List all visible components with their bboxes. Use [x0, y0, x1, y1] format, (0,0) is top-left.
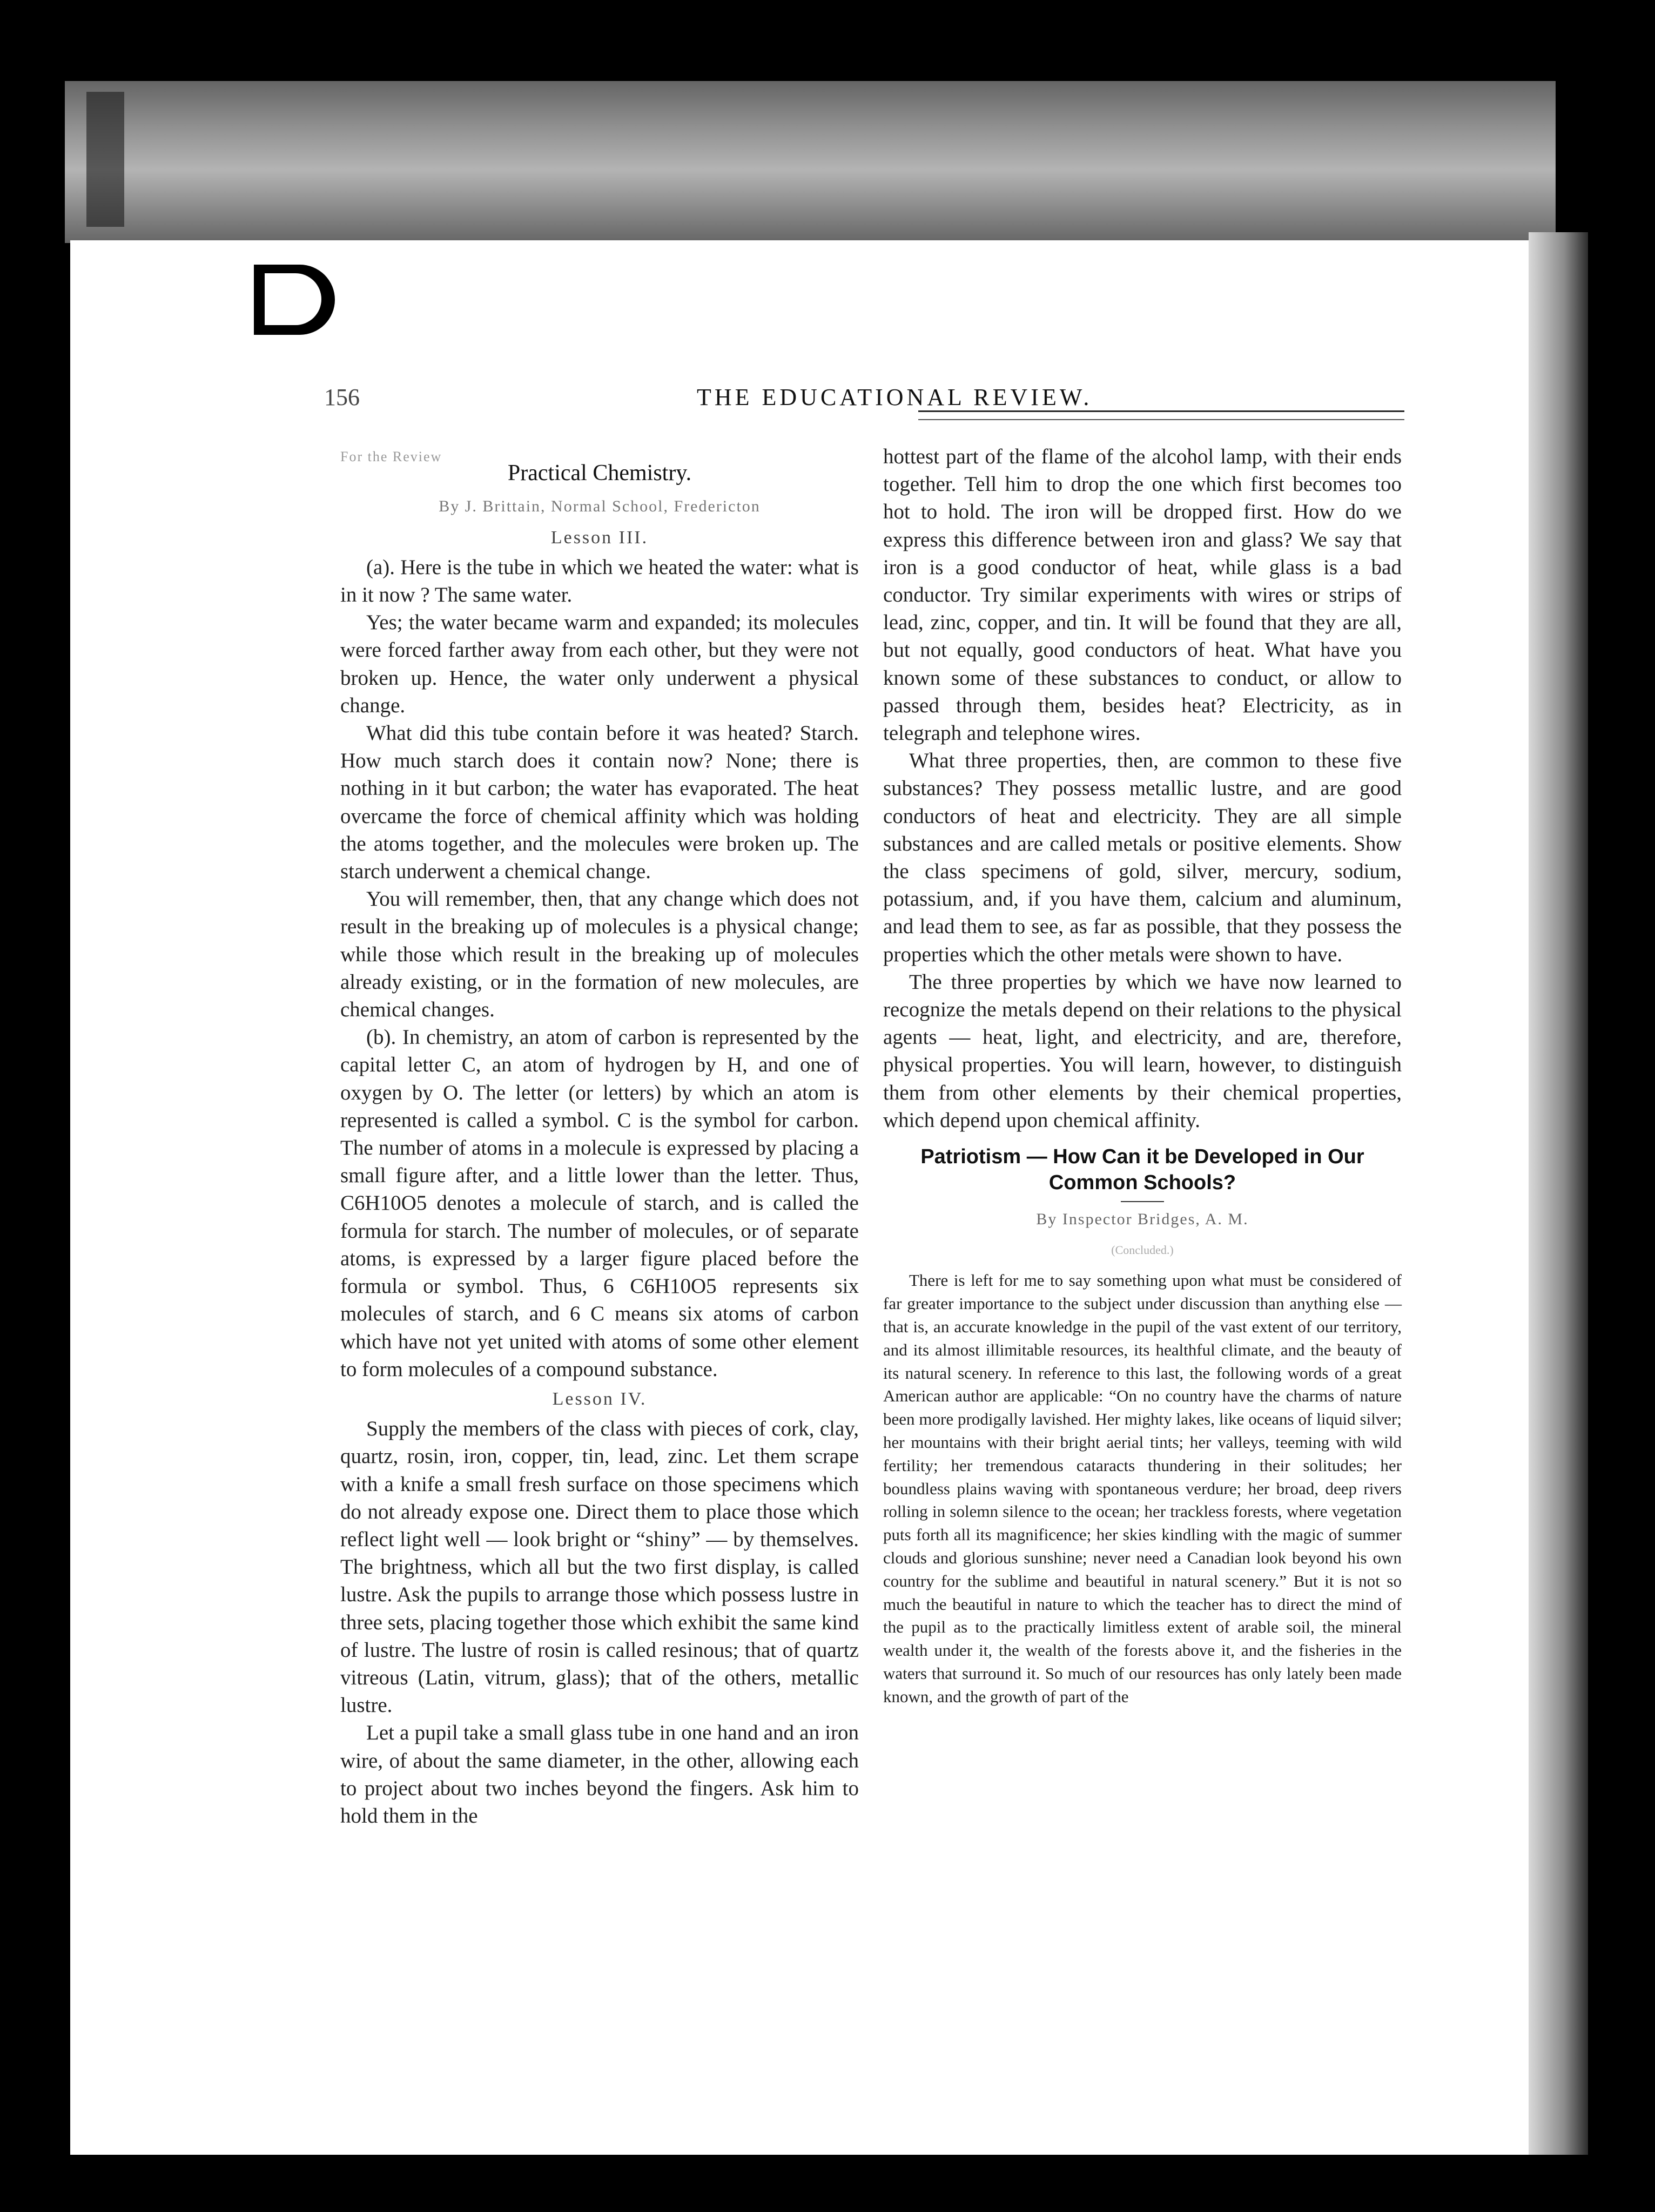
article-title: Practical Chemistry.	[507, 461, 692, 486]
header-rule	[918, 410, 1404, 412]
scan-background-top	[65, 81, 1556, 243]
page-edge-shadow	[1529, 232, 1588, 2155]
paragraph: (a). Here is the tube in which we heated the water: what is in it now ? The same water.	[340, 555, 859, 607]
binding-hole	[254, 265, 335, 335]
paragraph: The three properties by which we have now learned to recognize the metals depend on their relations to the physical agents — heat, light, and electricity, and are, therefore, physical properties. You will learn, however, to distinguish them from other elements by their chemical properties, which depend upon chemical affinity.	[883, 970, 1402, 1132]
paragraph: hottest part of the flame of the alcohol lamp, with their ends together. Tell him to drop the one which first becomes too hot to hold. The iron will be dropped first. How do we express this difference between iron and glass? We say that iron is a good conductor of heat, while glass is a bad conductor. Try similar experiments with wires or strips of lead, zinc, copper, and tin. It will be found that they are all, but not equally, good conductors of heat. What have you known some of these substances to conduct, or allow to passed through them, besides heat? Electricity, as in telegraph and telephone wires.	[883, 445, 1402, 745]
article-byline: By J. Brittain, Normal School, Fredericton	[439, 497, 761, 516]
scan-artifact	[86, 92, 124, 227]
paragraph: (b). In chemistry, an atom of carbon is represented by the capital letter C, an atom of hydrogen by H, and one of oxygen by O. The letter (or letters) by which an atom is represented is called a symbol. C is the symbol for carbon. The number of atoms in a molecule is expressed by placing a small figure after, and a little lower than the letter. Thus, C6H10O5 denotes a molecule of starch, and is called the formula for starch. The number of molecules, or of separate atoms, is expressed by a larger figure placed before the formula or symbol. Thus, 6 C6H10O5 represents six molecules of starch, and 6 C means six atoms of carbon which have not yet united with atoms of some other element to form molecules of a compound substance.	[340, 1026, 859, 1381]
paragraph: What three properties, then, are common to these five substances? They possess metallic lustre, and are good conductors of heat and electricity. They are all simple substances and are called metals or positive elements. Show the class specimens of gold, silver, mercury, sodium, potassium, and, if you have them, calcium and aluminum, and lead them to see, as far as possible, that they possess the properties which the other metals were shown to have.	[883, 749, 1402, 966]
lesson-heading: Lesson IV.	[552, 1388, 647, 1409]
lesson-heading: Lesson III.	[550, 527, 649, 548]
left-column	[340, 443, 859, 1830]
paragraph: There is left for me to say something upon what must be considered of far greater importance to the subject under discussion than anything else — that is, an accurate knowledge in the pupil of the vast extent of our territory, and its almost illimitable resources, its healthful climate, and the beauty of its natural scenery. In reference to this last, the following words of a great American author are applicable: “On no country have the charms of nature been more prodigally lavished. Her mighty lakes, like oceans of liquid silver; her mountains with their bright aerial tints; her valleys, teeming with wild fertility; her tremendous cataracts thundering in their solitudes; her boundless plains waving with spontaneous verdure; her broad, deep rivers rolling in solemn silence to the ocean; her trackless forests, where vegetation puts forth all its magnificence; her skies kindling with the magic of summer clouds and glorious sunshine; never need a Canadian look beyond his own country for the sublime and beautiful in natural scenery.” But it is not so much the beautiful in nature to which the teacher has to direct the mind of the pupil as to the practically limitless extent of arable soil, the mineral wealth under it, the wealth of the forests above it, and the fisheries in the waters that surround it. So much of our resources has only lately been made known, and the growth of part of the	[883, 1271, 1402, 1706]
article-body	[883, 1269, 1402, 1708]
paragraph: Yes; the water became warm and expanded; its molecules were forced farther away from each other, but they were not broken up. Hence, the water only underwent a physical change.	[340, 611, 859, 717]
right-column	[883, 443, 1402, 1709]
article-byline: By Inspector Bridges, A. M.	[1036, 1210, 1249, 1229]
journal-title: THE EDUCATIONAL REVIEW.	[697, 384, 1093, 410]
header-rule-secondary	[918, 419, 1404, 420]
page-number: 156	[324, 384, 360, 410]
title-rule	[1121, 1201, 1164, 1202]
paragraph: What did this tube contain before it was heated? Starch. How much starch does it contain now? None; there is nothing in it but carbon; the water has evaporated. The heat overcame the force of chemical affinity which was holding the atoms together, and the molecules were broken up. The starch underwent a chemical change.	[340, 721, 859, 884]
paragraph: Let a pupil take a small glass tube in one hand and an iron wire, of about the same diameter, in the other, allowing each to project about two inches beyond the fingers. Ask him to hold them in the	[340, 1721, 859, 1827]
article-note: (Concluded.)	[1111, 1243, 1174, 1257]
paragraph: Supply the members of the class with pieces of cork, clay, quartz, rosin, iron, copper, tin, lead, zinc. Let them scrape with a knife a small fresh surface on those specimens which do not already expose one. Direct them to place those which reflect light well — look bright or “shiny” — by themselves. The brightness, which all but the two first display, is called lustre. Ask the pupils to arrange those which possess lustre in three sets, placing together those which exhibit the same kind of lustre. The lustre of rosin is called resinous; that of quartz vitreous (Latin, vitrum, glass); that of the others, metallic lustre.	[340, 1417, 859, 1717]
article-title: Patriotism — How Can it be Developed in Our Common Schools?	[920, 1145, 1364, 1195]
section-label: For the Review	[340, 449, 442, 464]
paragraph: You will remember, then, that any change which does not result in the breaking up of molecules is a physical change; while those which result in the breaking up of molecules already existing, or in the formation of new molecules, are chemical changes.	[340, 887, 859, 1022]
